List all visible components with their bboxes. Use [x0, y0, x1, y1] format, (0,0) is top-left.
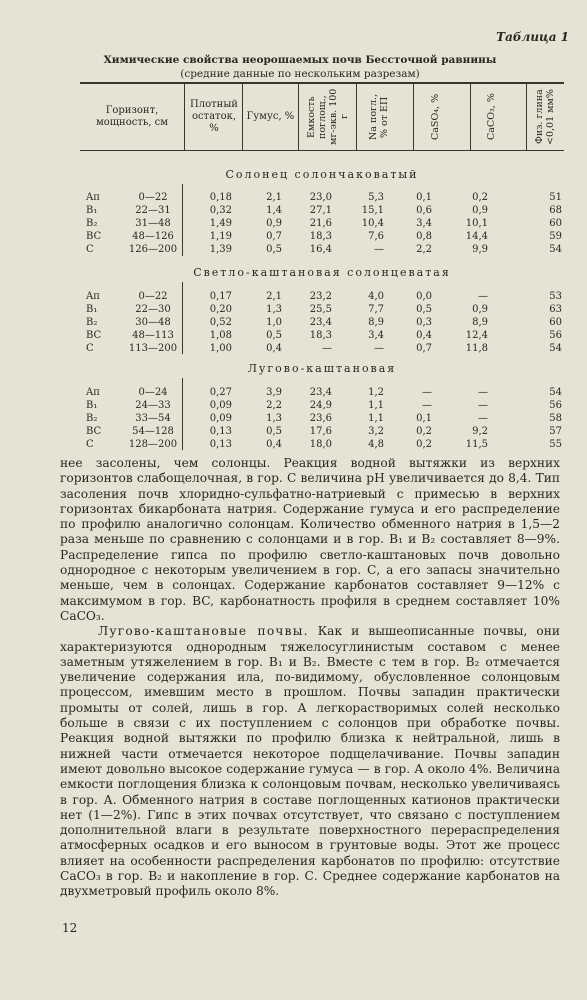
header-clay: Физ. глина <0,01 мм%	[534, 89, 556, 145]
table-label: Таблица 1	[496, 30, 569, 44]
table-row: Aп 0—22 0,17 2,1 23,2 4,0 0,0 — 53	[86, 291, 562, 302]
column-divider	[526, 84, 527, 150]
table-row: C 113—200 1,00 0,4 — — 0,7 11,8 54	[86, 343, 562, 354]
body-text	[60, 456, 560, 900]
section-title: Светло-каштановая солонцеватая	[193, 266, 451, 279]
table-caption-title: Химические свойства неорошаемых почв Бессточной равнины	[103, 54, 497, 66]
header-horizon: Горизонт, мощность, см	[95, 105, 169, 128]
paragraph-lead: Лугово-каштановые почвы.	[98, 624, 309, 639]
table-row: B₂ 30—48 0,52 1,0 23,4 8,9 0,3 8,9 60	[86, 317, 562, 328]
column-divider	[184, 84, 185, 150]
header-residue: Плотный остаток, %	[190, 99, 238, 134]
column-divider	[356, 84, 357, 150]
header-na: Na погл., % от ЕП	[368, 93, 390, 141]
column-divider	[298, 84, 299, 150]
table-row: Aп 0—24 0,27 3,9 23,4 1,2 — — 54	[86, 387, 562, 398]
table-row: B₂ 31—48 1,49 0,9 21,6 10,4 3,4 10,1 60	[86, 218, 562, 229]
table-row: B₁ 22—30 0,20 1,3 25,5 7,7 0,5 0,9 63	[86, 304, 562, 315]
table-row: BC 54—128 0,13 0,5 17,6 3,2 0,2 9,2 57	[86, 426, 562, 437]
table-row: B₁ 22—31 0,32 1,4 27,1 15,1 0,6 0,9 68	[86, 205, 562, 216]
column-divider	[413, 84, 414, 150]
table-row: BC 48—113 1,08 0,5 18,3 3,4 0,4 12,4 56	[86, 330, 562, 341]
section-title: Солонец солончаковатый	[225, 168, 419, 181]
table-row: BC 48—126 1,19 0,7 18,3 7,6 0,8 14,4 59	[86, 231, 562, 242]
table-row: B₁ 24—33 0,09 2,2 24,9 1,1 — — 56	[86, 400, 562, 411]
table-row: C 128—200 0,13 0,4 18,0 4,8 0,2 11,5 55	[86, 439, 562, 450]
table-caption-subtitle: (средние данные по нескольким разрезам)	[180, 68, 420, 80]
paragraph-text: Как и вышеописанные почвы, они характеризуются однородным тяжелосуглинистым составом с менее заметным утяжелением в гор. B₁ и B₂. Вместе с тем в гор. B₂ отмечается увеличение содержания ила, по-видимому, обусловленное солонцовым процессом, имевшим место в прошлом. Почвы западин практически промыты от солей, лишь в гор. А легкорастворимых солей несколько больше в связи с их поступлением с солонцов при обработке почвы. Реакция водной вытяжки по профилю близка к нейтральной, лишь в нижней части отмечается некоторое подщелачивание. Почвы западин имеют довольно высокое содержание гумуса — в гор. А около 4%. Величина емкости поглощения близка к солонцовым почвам, несколько увеличиваясь в гор. А. Обменного натрия в составе поглощенных катионов практически нет (1—2%). Гипс в этих почвах отсутствует, что связано с поступлением дополнительной влаги в результате поверхностного перераспределения атмосферных осадков и его выносом в грунтовые воды. Этот же процесс влияет на особенности распределения карбонатов по профилю: отсутствие CaCO₃ в гор. B₂ и накопление в гор. С. Среднее содержание карбонатов на двухметровый профиль около 8%.	[60, 624, 560, 899]
table-row: B₂ 33—54 0,09 1,3 23,6 1,1 0,1 — 58	[86, 413, 562, 424]
paragraph	[60, 624, 560, 899]
table-header-bottom-rule	[80, 150, 564, 151]
paragraph: нее засолены, чем солонцы. Реакция водной вытяжки из верхних горизонтов слабощелочная, в гор. С величина pH увеличивается до 8,4. Тип засоления почв хлоридно-сульфатно-натриевый с примесью в верхних горизонтах бикарбоната натрия. Содержание гумуса и его распределение по профилю аналогично солонцам. Количество обменного натрия в 1,5—2 раза меньше по сравнению с солонцами и в гор. B₁ и B₂ составляет 8—9%. Распределение гипса по профилю светло-каштановых почв довольно однородное с некоторым увеличением в гор. С, а его запасы значительно меньше, чем в солонцах. Содержание карбонатов составляет 9—12% с максимумом в гор. BC, карбонатность профиля в среднем составляет 10% CaCO₃.	[60, 456, 560, 623]
header-caco3: CaCO₃, %	[486, 93, 497, 141]
page-number: 12	[62, 921, 78, 935]
header-caso4: CaSO₄, %	[430, 93, 441, 141]
column-divider	[470, 84, 471, 150]
header-capacity: Емкость поглощ., мг-экв. 100 г	[306, 88, 350, 146]
table-row: Aп 0—22 0,18 2,1 23,0 5,3 0,1 0,2 51	[86, 192, 562, 203]
table-row: C 126—200 1,39 0,5 16,4 — 2,2 9,9 54	[86, 244, 562, 255]
header-humus: Гумус, %	[246, 111, 295, 122]
section-title: Лугово-каштановая	[247, 362, 397, 375]
